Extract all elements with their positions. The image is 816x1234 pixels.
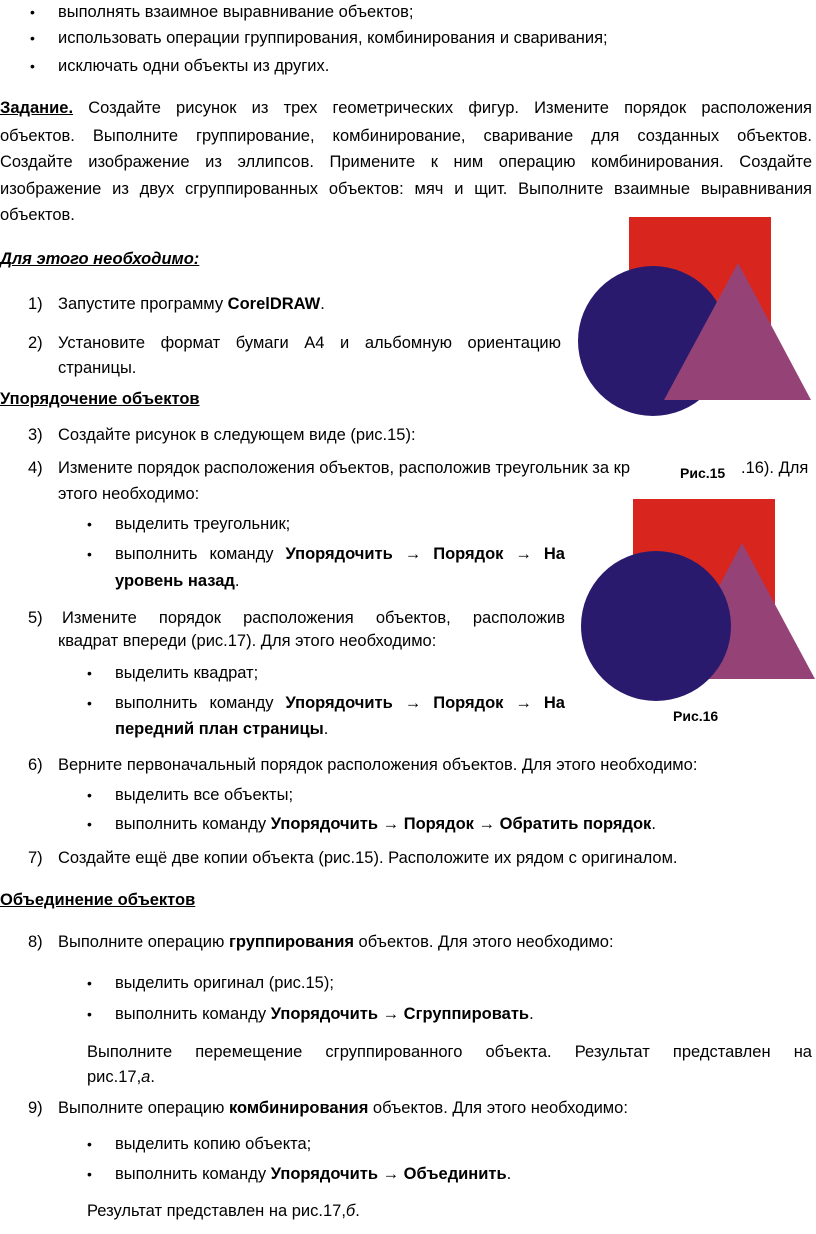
intro-bullet-1: • выполнять взаимное выравнивание объектов;	[58, 0, 414, 25]
step-8-num: 8)	[28, 933, 43, 951]
step-4-bullet-1: • выделить треугольник;	[115, 511, 290, 537]
step-4-line-2: этого необходимо:	[58, 485, 200, 503]
step-5-line-2: квадрат впереди (рис.17). Для этого необходимо:	[58, 632, 437, 650]
step-8-result-line-1: Выполните перемещение сгруппированного объекта. Результат представлен на	[87, 1043, 812, 1061]
step-4-line-1a: Измените порядок расположения объектов, расположив треугольник за кр	[58, 459, 631, 477]
step-5-num: 5)	[28, 609, 43, 627]
step-9-bullet-2: • выполнить команду Упорядочить → Объединить.	[115, 1161, 511, 1187]
step-2-line-2: страницы.	[58, 359, 137, 377]
step-4-line-1b: .16). Для	[741, 459, 809, 477]
step-6-bullet-1: • выделить все объекты;	[115, 782, 293, 808]
step-6-text: Верните первоначальный порядок расположения объектов. Для этого необходимо:	[58, 756, 698, 774]
section-ordering-heading: Упорядочение объектов	[0, 390, 200, 408]
step-4-num: 4)	[28, 459, 43, 477]
fig16-navy-circle	[581, 551, 731, 701]
step-3-num: 3)	[28, 426, 43, 444]
step-1: 1) Запустите программу CorelDRAW.	[28, 295, 325, 313]
step-8-text: Выполните операцию группирования объектов. Для этого необходимо:	[58, 933, 614, 951]
step-4-bullet-2: • выполнить команду Упорядочить → Порядок → На	[115, 541, 565, 567]
step-7-text: Создайте ещё две копии объекта (рис.15). Расположите их рядом с оригиналом.	[58, 849, 678, 867]
step-5-bullet-1: • выделить квадрат;	[115, 660, 258, 686]
step-4-bullet-2-cont: уровень назад.	[115, 572, 240, 590]
step-5-line-1: Измените порядок расположения объектов, расположив	[62, 609, 565, 627]
step-3-text: Создайте рисунок в следующем виде (рис.15):	[58, 426, 416, 444]
step-8-result-line-2: рис.17,а.	[87, 1068, 155, 1086]
step-5-bullet-2: • выполнить команду Упорядочить → Порядок → На	[115, 690, 565, 716]
task-line-3: Создайте изображение из эллипсов. Примените к ним операцию комбинирования. Создайте	[0, 153, 812, 171]
step-9-text: Выполните операцию комбинирования объектов. Для этого необходимо:	[58, 1099, 628, 1117]
task-line-5: объектов.	[0, 206, 75, 224]
step-6-bullet-2: • выполнить команду Упорядочить → Порядок → Обратить порядок.	[115, 811, 656, 837]
step-8-bullet-2: • выполнить команду Упорядочить → Сгруппировать.	[115, 1001, 534, 1027]
task-line-1: Задание. Создайте рисунок из трех геометрических фигур. Измените порядок расположения	[0, 99, 812, 117]
intro-bullet-3: • исключать одни объекты из других.	[58, 53, 329, 79]
step-9-bullet-1: • выделить копию объекта;	[115, 1131, 311, 1157]
step-5-bullet-2-cont: передний план страницы.	[115, 720, 329, 738]
intro-bullet-2: • использовать операции группирования, комбинирования и сваривания;	[58, 25, 608, 51]
step-7-num: 7)	[28, 849, 43, 867]
fig16-caption: Рис.16	[673, 708, 719, 724]
figure-15	[560, 210, 816, 420]
fig15-caption: Рис.15	[678, 462, 727, 484]
step-9-num: 9)	[28, 1099, 43, 1117]
step-8-bullet-1: • выделить оригинал (рис.15);	[115, 970, 334, 996]
section-union-heading: Объединение объектов	[0, 891, 196, 909]
step-6-num: 6)	[28, 756, 43, 774]
task-line-4: изображение из двух сгруппированных объектов: мяч и щит. Выполните взаимные выравнивания	[0, 180, 812, 198]
step-2-num: 2)	[28, 334, 43, 352]
step-9-result: Результат представлен на рис.17,б.	[87, 1202, 360, 1220]
figure-16	[570, 495, 816, 705]
task-line-2: объектов. Выполните группирование, комбинирование, сваривание для созданных объектов.	[0, 127, 812, 145]
need-heading: Для этого необходимо:	[0, 250, 200, 268]
step-2-line-1: Установите формат бумаги А4 и альбомную ориентацию	[58, 334, 561, 352]
